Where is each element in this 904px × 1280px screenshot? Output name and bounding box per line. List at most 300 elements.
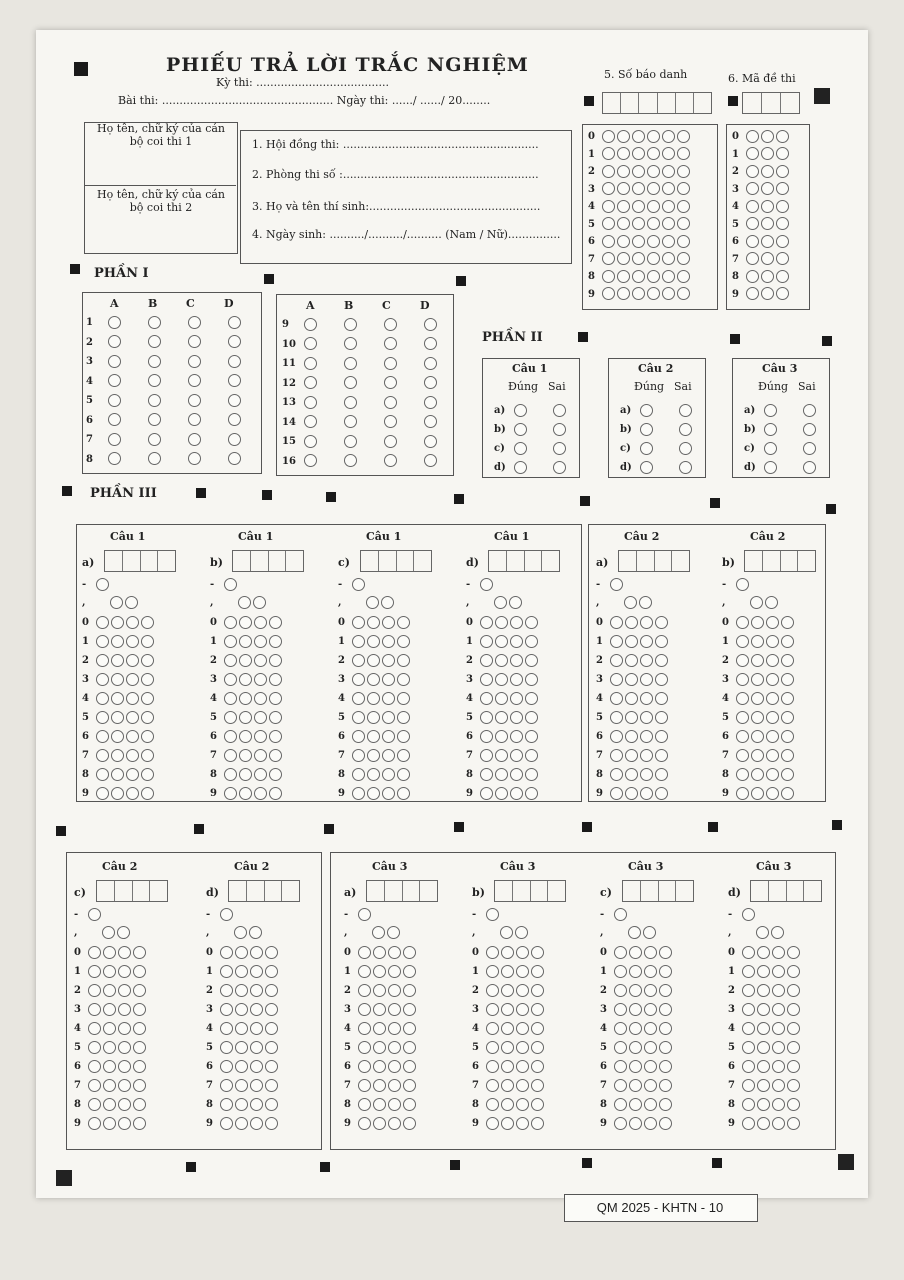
answer-bubble[interactable] — [254, 730, 267, 743]
answer-bubble[interactable] — [644, 1003, 657, 1016]
answer-bubble[interactable] — [304, 415, 317, 428]
answer-bubble[interactable] — [501, 1098, 514, 1111]
dung-bubble[interactable] — [514, 423, 527, 436]
answer-bubble[interactable] — [269, 635, 282, 648]
answer-bubble[interactable] — [269, 749, 282, 762]
hoi-dong-field[interactable]: 1. Hội đồng thi: ........................................................ — [252, 138, 539, 151]
answer-bubble[interactable] — [239, 635, 252, 648]
answer-bubble[interactable] — [746, 165, 759, 178]
answer-bubble[interactable] — [495, 635, 508, 648]
answer-bubble[interactable] — [787, 1041, 800, 1054]
answer-bubble[interactable] — [108, 433, 121, 446]
answer-bubble[interactable] — [480, 616, 493, 629]
answer-bubble[interactable] — [384, 435, 397, 448]
answer-bubble[interactable] — [239, 692, 252, 705]
answer-bubble[interactable] — [269, 768, 282, 781]
answer-bubble[interactable] — [388, 946, 401, 959]
answer-bubble[interactable] — [111, 616, 124, 629]
answer-bubble[interactable] — [486, 1022, 499, 1035]
answer-bubble[interactable] — [509, 596, 522, 609]
answer-bubble[interactable] — [736, 673, 749, 686]
answer-bubble[interactable] — [640, 654, 653, 667]
answer-bubble[interactable] — [228, 413, 241, 426]
answer-bubble[interactable] — [397, 768, 410, 781]
answer-bubble[interactable] — [220, 1117, 233, 1130]
answer-bubble[interactable] — [480, 673, 493, 686]
answer-bubble[interactable] — [133, 1003, 146, 1016]
answer-bubble[interactable] — [108, 335, 121, 348]
answer-bubble[interactable] — [629, 1117, 642, 1130]
answer-bubble[interactable] — [111, 692, 124, 705]
answer-bubble[interactable] — [125, 596, 138, 609]
answer-bubble[interactable] — [751, 711, 764, 724]
answer-bubble[interactable] — [629, 946, 642, 959]
answer-bubble[interactable] — [352, 673, 365, 686]
answer-bubble[interactable] — [265, 1079, 278, 1092]
answer-bubble[interactable] — [250, 1079, 263, 1092]
answer-bubble[interactable] — [761, 130, 774, 143]
answer-bubble[interactable] — [510, 711, 523, 724]
answer-bubble[interactable] — [118, 965, 131, 978]
answer-bubble[interactable] — [602, 130, 615, 143]
answer-bubble[interactable] — [382, 616, 395, 629]
answer-bubble[interactable] — [617, 252, 630, 265]
answer-bubble[interactable] — [776, 252, 789, 265]
answer-bubble[interactable] — [501, 1117, 514, 1130]
answer-bubble[interactable] — [677, 200, 690, 213]
answer-bubble[interactable] — [141, 749, 154, 762]
answer-bubble[interactable] — [662, 235, 675, 248]
answer-bubble[interactable] — [510, 635, 523, 648]
answer-bubble[interactable] — [88, 1003, 101, 1016]
answer-bubble[interactable] — [761, 217, 774, 230]
answer-bubble[interactable] — [614, 946, 627, 959]
answer-bubble[interactable] — [250, 946, 263, 959]
answer-bubble[interactable] — [617, 200, 630, 213]
answer-bubble[interactable] — [239, 787, 252, 800]
answer-bubble[interactable] — [188, 394, 201, 407]
answer-bubble[interactable] — [662, 217, 675, 230]
answer-bubble[interactable] — [751, 730, 764, 743]
answer-bubble[interactable] — [103, 1117, 116, 1130]
answer-bubble[interactable] — [126, 749, 139, 762]
answer-bubble[interactable] — [148, 452, 161, 465]
answer-bubble[interactable] — [304, 396, 317, 409]
answer-bubble[interactable] — [602, 147, 615, 160]
answer-bubble[interactable] — [304, 376, 317, 389]
answer-bubble[interactable] — [751, 673, 764, 686]
answer-bubble[interactable] — [358, 984, 371, 997]
answer-bubble[interactable] — [602, 165, 615, 178]
answer-bubble[interactable] — [235, 1079, 248, 1092]
answer-bubble[interactable] — [373, 1003, 386, 1016]
answer-bubble[interactable] — [771, 926, 784, 939]
answer-bubble[interactable] — [659, 1022, 672, 1035]
answer-bubble[interactable] — [304, 435, 317, 448]
answer-bubble[interactable] — [265, 965, 278, 978]
answer-bubble[interactable] — [766, 768, 779, 781]
answer-bubble[interactable] — [610, 635, 623, 648]
answer-bubble[interactable] — [640, 768, 653, 781]
answer-bubble[interactable] — [766, 730, 779, 743]
answer-bubble[interactable] — [403, 965, 416, 978]
answer-bubble[interactable] — [367, 692, 380, 705]
answer-bubble[interactable] — [742, 1117, 755, 1130]
answer-bubble[interactable] — [632, 270, 645, 283]
answer-bubble[interactable] — [424, 337, 437, 350]
answer-bubble[interactable] — [677, 287, 690, 300]
answer-bubble[interactable] — [235, 1022, 248, 1035]
answer-bubble[interactable] — [254, 616, 267, 629]
answer-bubble[interactable] — [629, 1060, 642, 1073]
answer-bubble[interactable] — [239, 654, 252, 667]
answer-bubble[interactable] — [610, 673, 623, 686]
answer-bubble[interactable] — [265, 1117, 278, 1130]
answer-bubble[interactable] — [103, 1098, 116, 1111]
answer-bubble[interactable] — [776, 165, 789, 178]
answer-bubble[interactable] — [424, 415, 437, 428]
answer-bubble[interactable] — [766, 635, 779, 648]
answer-bubble[interactable] — [382, 768, 395, 781]
answer-bubble[interactable] — [531, 965, 544, 978]
answer-bubble[interactable] — [776, 287, 789, 300]
answer-bubble[interactable] — [531, 1117, 544, 1130]
ky-thi-field[interactable]: Kỳ thi: ...................................... — [216, 76, 390, 89]
answer-bubble[interactable] — [614, 1117, 627, 1130]
answer-bubble[interactable] — [111, 654, 124, 667]
answer-bubble[interactable] — [486, 965, 499, 978]
answer-bubble[interactable] — [254, 787, 267, 800]
answer-bubble[interactable] — [766, 692, 779, 705]
answer-bubble[interactable] — [659, 946, 672, 959]
answer-bubble[interactable] — [757, 1098, 770, 1111]
answer-bubble[interactable] — [495, 787, 508, 800]
answer-bubble[interactable] — [344, 337, 357, 350]
answer-bubble[interactable] — [766, 711, 779, 724]
answer-bubble[interactable] — [644, 1060, 657, 1073]
answer-bubble[interactable] — [525, 768, 538, 781]
answer-bubble[interactable] — [781, 749, 794, 762]
answer-bubble[interactable] — [761, 147, 774, 160]
answer-bubble[interactable] — [141, 711, 154, 724]
answer-bubble[interactable] — [397, 749, 410, 762]
answer-bubble[interactable] — [388, 1117, 401, 1130]
answer-bubble[interactable] — [480, 578, 493, 591]
answer-bubble[interactable] — [403, 1003, 416, 1016]
answer-bubble[interactable] — [510, 749, 523, 762]
answer-bubble[interactable] — [126, 654, 139, 667]
answer-bubble[interactable] — [366, 596, 379, 609]
answer-bubble[interactable] — [373, 1022, 386, 1035]
answer-bubble[interactable] — [250, 1060, 263, 1073]
answer-bubble[interactable] — [486, 946, 499, 959]
answer-bubble[interactable] — [388, 1098, 401, 1111]
answer-bubble[interactable] — [304, 337, 317, 350]
answer-bubble[interactable] — [344, 415, 357, 428]
answer-bubble[interactable] — [148, 413, 161, 426]
answer-bubble[interactable] — [228, 316, 241, 329]
answer-bubble[interactable] — [640, 749, 653, 762]
answer-bubble[interactable] — [358, 1041, 371, 1054]
answer-bubble[interactable] — [352, 730, 365, 743]
answer-bubble[interactable] — [224, 768, 237, 781]
answer-bubble[interactable] — [516, 1003, 529, 1016]
answer-bubble[interactable] — [388, 984, 401, 997]
answer-bubble[interactable] — [746, 287, 759, 300]
answer-bubble[interactable] — [614, 1022, 627, 1035]
sai-bubble[interactable] — [679, 404, 692, 417]
answer-bubble[interactable] — [486, 1117, 499, 1130]
answer-bubble[interactable] — [776, 147, 789, 160]
answer-bubble[interactable] — [403, 1079, 416, 1092]
answer-bubble[interactable] — [757, 946, 770, 959]
answer-bubble[interactable] — [629, 1003, 642, 1016]
answer-bubble[interactable] — [640, 635, 653, 648]
answer-bubble[interactable] — [602, 252, 615, 265]
answer-bubble[interactable] — [781, 654, 794, 667]
answer-bubble[interactable] — [486, 1079, 499, 1092]
answer-bubble[interactable] — [525, 673, 538, 686]
answer-bubble[interactable] — [746, 217, 759, 230]
answer-bubble[interactable] — [188, 316, 201, 329]
answer-bubble[interactable] — [384, 357, 397, 370]
answer-bubble[interactable] — [344, 454, 357, 467]
answer-bubble[interactable] — [781, 730, 794, 743]
answer-bubble[interactable] — [610, 578, 623, 591]
answer-bubble[interactable] — [659, 984, 672, 997]
answer-bubble[interactable] — [602, 235, 615, 248]
answer-write-cells[interactable] — [228, 880, 300, 902]
answer-bubble[interactable] — [397, 730, 410, 743]
answer-bubble[interactable] — [480, 692, 493, 705]
answer-bubble[interactable] — [510, 654, 523, 667]
answer-bubble[interactable] — [108, 355, 121, 368]
answer-bubble[interactable] — [254, 635, 267, 648]
answer-bubble[interactable] — [352, 635, 365, 648]
answer-bubble[interactable] — [742, 984, 755, 997]
answer-bubble[interactable] — [220, 1060, 233, 1073]
answer-bubble[interactable] — [662, 270, 675, 283]
answer-bubble[interactable] — [772, 1060, 785, 1073]
answer-bubble[interactable] — [148, 335, 161, 348]
answer-bubble[interactable] — [781, 787, 794, 800]
answer-bubble[interactable] — [629, 1098, 642, 1111]
answer-bubble[interactable] — [367, 711, 380, 724]
answer-bubble[interactable] — [228, 452, 241, 465]
answer-bubble[interactable] — [480, 730, 493, 743]
answer-bubble[interactable] — [424, 318, 437, 331]
answer-bubble[interactable] — [662, 147, 675, 160]
dung-bubble[interactable] — [764, 442, 777, 455]
answer-bubble[interactable] — [516, 965, 529, 978]
answer-bubble[interactable] — [118, 1060, 131, 1073]
answer-bubble[interactable] — [344, 318, 357, 331]
answer-bubble[interactable] — [384, 318, 397, 331]
answer-bubble[interactable] — [644, 1022, 657, 1035]
answer-bubble[interactable] — [614, 1003, 627, 1016]
answer-bubble[interactable] — [655, 730, 668, 743]
answer-bubble[interactable] — [787, 946, 800, 959]
answer-bubble[interactable] — [228, 394, 241, 407]
answer-bubble[interactable] — [787, 1060, 800, 1073]
answer-bubble[interactable] — [510, 616, 523, 629]
answer-bubble[interactable] — [239, 749, 252, 762]
answer-bubble[interactable] — [224, 749, 237, 762]
answer-bubble[interactable] — [662, 182, 675, 195]
answer-bubble[interactable] — [224, 711, 237, 724]
answer-bubble[interactable] — [614, 1098, 627, 1111]
answer-bubble[interactable] — [111, 749, 124, 762]
answer-bubble[interactable] — [486, 908, 499, 921]
answer-bubble[interactable] — [403, 1117, 416, 1130]
answer-bubble[interactable] — [781, 673, 794, 686]
answer-bubble[interactable] — [761, 252, 774, 265]
answer-bubble[interactable] — [397, 673, 410, 686]
answer-bubble[interactable] — [655, 768, 668, 781]
answer-bubble[interactable] — [344, 396, 357, 409]
answer-bubble[interactable] — [239, 673, 252, 686]
answer-bubble[interactable] — [382, 635, 395, 648]
answer-bubble[interactable] — [655, 654, 668, 667]
answer-bubble[interactable] — [501, 946, 514, 959]
answer-bubble[interactable] — [757, 1041, 770, 1054]
answer-bubble[interactable] — [655, 635, 668, 648]
answer-bubble[interactable] — [617, 287, 630, 300]
answer-bubble[interactable] — [96, 768, 109, 781]
answer-bubble[interactable] — [647, 182, 660, 195]
answer-bubble[interactable] — [525, 692, 538, 705]
answer-bubble[interactable] — [88, 1117, 101, 1130]
answer-bubble[interactable] — [617, 165, 630, 178]
answer-bubble[interactable] — [126, 635, 139, 648]
answer-bubble[interactable] — [501, 965, 514, 978]
answer-bubble[interactable] — [118, 984, 131, 997]
answer-bubble[interactable] — [602, 217, 615, 230]
answer-bubble[interactable] — [111, 730, 124, 743]
answer-bubble[interactable] — [662, 130, 675, 143]
answer-bubble[interactable] — [602, 287, 615, 300]
answer-bubble[interactable] — [397, 787, 410, 800]
answer-bubble[interactable] — [787, 1022, 800, 1035]
answer-bubble[interactable] — [614, 908, 627, 921]
answer-bubble[interactable] — [111, 711, 124, 724]
answer-bubble[interactable] — [531, 1003, 544, 1016]
answer-bubble[interactable] — [787, 1079, 800, 1092]
answer-bubble[interactable] — [269, 711, 282, 724]
answer-bubble[interactable] — [501, 1079, 514, 1092]
phong-thi-field[interactable]: 2. Phòng thi số :........................................................ — [252, 168, 539, 181]
answer-bubble[interactable] — [480, 768, 493, 781]
answer-bubble[interactable] — [742, 965, 755, 978]
answer-bubble[interactable] — [516, 984, 529, 997]
answer-bubble[interactable] — [766, 654, 779, 667]
answer-bubble[interactable] — [751, 787, 764, 800]
answer-bubble[interactable] — [126, 692, 139, 705]
answer-bubble[interactable] — [647, 130, 660, 143]
answer-bubble[interactable] — [772, 946, 785, 959]
answer-bubble[interactable] — [304, 357, 317, 370]
answer-bubble[interactable] — [742, 946, 755, 959]
dung-bubble[interactable] — [640, 461, 653, 474]
answer-bubble[interactable] — [352, 616, 365, 629]
answer-bubble[interactable] — [640, 711, 653, 724]
answer-bubble[interactable] — [632, 200, 645, 213]
answer-bubble[interactable] — [224, 616, 237, 629]
answer-bubble[interactable] — [373, 984, 386, 997]
answer-bubble[interactable] — [102, 926, 115, 939]
answer-bubble[interactable] — [610, 692, 623, 705]
answer-bubble[interactable] — [265, 946, 278, 959]
answer-bubble[interactable] — [757, 1022, 770, 1035]
answer-bubble[interactable] — [516, 1041, 529, 1054]
answer-bubble[interactable] — [388, 1041, 401, 1054]
answer-bubble[interactable] — [424, 376, 437, 389]
answer-bubble[interactable] — [424, 454, 437, 467]
answer-bubble[interactable] — [344, 357, 357, 370]
answer-bubble[interactable] — [220, 1041, 233, 1054]
answer-bubble[interactable] — [250, 965, 263, 978]
answer-bubble[interactable] — [352, 787, 365, 800]
answer-bubble[interactable] — [602, 200, 615, 213]
answer-bubble[interactable] — [148, 316, 161, 329]
answer-bubble[interactable] — [531, 1060, 544, 1073]
answer-bubble[interactable] — [610, 768, 623, 781]
answer-bubble[interactable] — [382, 673, 395, 686]
answer-bubble[interactable] — [220, 908, 233, 921]
answer-bubble[interactable] — [103, 946, 116, 959]
answer-bubble[interactable] — [88, 946, 101, 959]
answer-bubble[interactable] — [781, 768, 794, 781]
answer-bubble[interactable] — [388, 1003, 401, 1016]
answer-bubble[interactable] — [384, 337, 397, 350]
so-bao-danh-cells[interactable] — [602, 92, 712, 114]
answer-bubble[interactable] — [486, 1003, 499, 1016]
answer-bubble[interactable] — [352, 711, 365, 724]
dung-bubble[interactable] — [764, 423, 777, 436]
answer-bubble[interactable] — [382, 692, 395, 705]
answer-bubble[interactable] — [358, 1003, 371, 1016]
answer-bubble[interactable] — [772, 1117, 785, 1130]
answer-bubble[interactable] — [531, 1079, 544, 1092]
answer-bubble[interactable] — [629, 1079, 642, 1092]
answer-bubble[interactable] — [742, 1022, 755, 1035]
answer-bubble[interactable] — [234, 926, 247, 939]
answer-bubble[interactable] — [757, 1003, 770, 1016]
answer-bubble[interactable] — [632, 182, 645, 195]
answer-bubble[interactable] — [387, 926, 400, 939]
answer-bubble[interactable] — [141, 692, 154, 705]
answer-bubble[interactable] — [772, 1041, 785, 1054]
answer-bubble[interactable] — [632, 252, 645, 265]
answer-bubble[interactable] — [662, 165, 675, 178]
answer-bubble[interactable] — [765, 596, 778, 609]
answer-bubble[interactable] — [384, 376, 397, 389]
answer-bubble[interactable] — [367, 635, 380, 648]
answer-bubble[interactable] — [373, 1117, 386, 1130]
answer-bubble[interactable] — [486, 1041, 499, 1054]
answer-bubble[interactable] — [516, 1079, 529, 1092]
answer-bubble[interactable] — [625, 673, 638, 686]
answer-bubble[interactable] — [118, 1117, 131, 1130]
answer-bubble[interactable] — [188, 413, 201, 426]
answer-bubble[interactable] — [250, 1098, 263, 1111]
answer-bubble[interactable] — [88, 908, 101, 921]
answer-bubble[interactable] — [742, 1003, 755, 1016]
answer-bubble[interactable] — [367, 654, 380, 667]
answer-bubble[interactable] — [96, 578, 109, 591]
answer-bubble[interactable] — [188, 335, 201, 348]
answer-bubble[interactable] — [96, 635, 109, 648]
